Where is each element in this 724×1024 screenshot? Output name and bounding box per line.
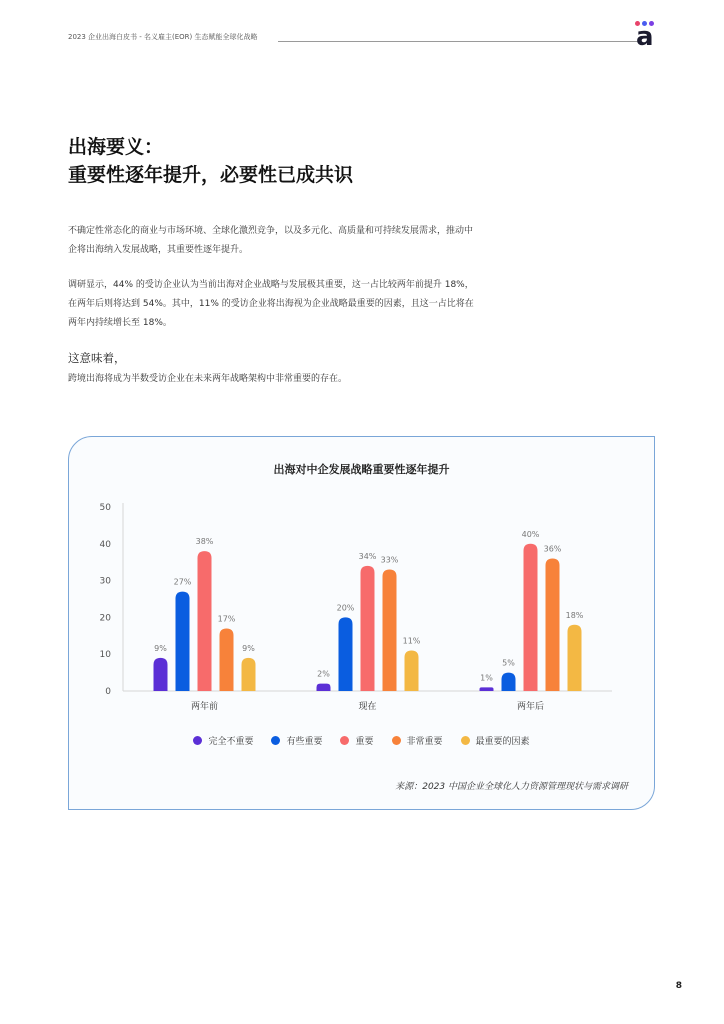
legend-swatch: [392, 736, 401, 745]
x-tick-label: 两年前: [190, 702, 219, 712]
bar-data-label: 5%: [502, 658, 515, 668]
running-title: 2023 企业出海白皮书 - 名义雇主(EOR) 生态赋能全球化战略: [68, 33, 258, 41]
bar-data-label: 20%: [336, 603, 355, 613]
bar: [339, 617, 353, 691]
y-tick-label: 20: [99, 613, 111, 624]
bar-data-label: 17%: [217, 614, 236, 624]
brand-logo: [635, 21, 657, 52]
bar: [405, 651, 419, 691]
bar-data-label: 34%: [358, 551, 377, 561]
bar: [568, 625, 582, 691]
bar: [546, 559, 560, 691]
legend-item: [271, 734, 322, 747]
paragraph-line: 企将出海纳入发展战略，其重要性逐年提升。: [68, 245, 249, 255]
legend-label: 最重要的因素: [475, 737, 530, 747]
y-tick-label: 50: [99, 503, 111, 513]
bar: [317, 684, 331, 691]
page-title: [68, 133, 353, 189]
bar-data-label: 33%: [380, 555, 399, 565]
paragraph-line: 不确定性常态化的商业与市场环境、全球化激烈竞争，以及多元化、高质量和可持续发展需求，推动中: [68, 226, 474, 236]
bar: [361, 566, 375, 691]
chart-title: 出海对中企发展战略重要性逐年提升: [273, 463, 450, 476]
survey-paragraph: [68, 276, 538, 333]
bar-data-label: 1%: [480, 673, 493, 683]
bar: [502, 673, 516, 691]
bar-data-label: 9%: [154, 643, 167, 653]
bar-data-label: 27%: [173, 577, 192, 587]
bar-data-label: 2%: [317, 669, 330, 679]
legend-swatch: [193, 736, 202, 745]
bar-data-label: 18%: [565, 610, 584, 620]
title-line-1: 出海要义：: [68, 136, 164, 158]
legend-label: 重要: [355, 737, 374, 747]
bar: [383, 570, 397, 691]
bar: [176, 592, 190, 691]
chart-legend: [69, 734, 654, 747]
legend-swatch: [340, 736, 349, 745]
legend-label: 非常重要: [406, 737, 443, 747]
logo-letter: a: [636, 22, 654, 52]
chart-source: 来源：2023 中国企业全球化人力资源管理现状与需求调研: [395, 782, 628, 792]
paragraph-line: 调研显示，44% 的受访企业认为当前出海对企业战略与发展极其重要，这一占比较两年前提升 18%，: [68, 280, 474, 290]
lead-sentence: 这意味着，: [68, 351, 126, 365]
intro-paragraph: [68, 222, 538, 260]
legend-item: [193, 734, 253, 747]
header-rule: [278, 41, 638, 42]
running-header: [68, 31, 638, 45]
legend-swatch: [461, 736, 470, 745]
y-tick-label: 10: [99, 650, 111, 661]
page-number: 8: [675, 981, 682, 991]
bar: [242, 658, 256, 691]
conclusion-paragraph: 跨境出海将成为半数受访企业在未来两年战略架构中非常重要的存在。: [68, 374, 348, 384]
legend-label: 完全不重要: [208, 737, 254, 747]
bar: [480, 687, 494, 691]
y-tick-label: 0: [105, 687, 111, 697]
chart-card: [68, 436, 655, 810]
bar: [154, 658, 168, 691]
bar-data-label: 40%: [521, 529, 540, 539]
title-line-2: 重要性逐年提升，必要性已成共识: [68, 164, 354, 186]
bar-data-label: 36%: [543, 544, 562, 554]
y-tick-label: 40: [99, 539, 111, 550]
legend-item: [340, 734, 373, 747]
bar-chart: [69, 487, 656, 717]
x-tick-label: 两年后: [516, 702, 545, 712]
bar-data-label: 38%: [195, 537, 214, 547]
bar: [220, 628, 234, 691]
legend-item: [461, 734, 530, 747]
bar: [524, 544, 538, 691]
x-tick-label: 现在: [358, 702, 377, 712]
legend-item: [392, 734, 443, 747]
bar: [198, 551, 212, 691]
paragraph-line: 两年内持续增长至 18%。: [68, 318, 172, 328]
legend-label: 有些重要: [286, 737, 323, 747]
y-tick-label: 30: [99, 576, 111, 587]
legend-swatch: [271, 736, 280, 745]
bar-data-label: 11%: [402, 636, 421, 646]
bar-data-label: 9%: [242, 643, 255, 653]
paragraph-line: 在两年后则将达到 54%。其中，11% 的受访企业将出海视为企业战略最重要的因素，且这一占比将在: [68, 299, 474, 309]
